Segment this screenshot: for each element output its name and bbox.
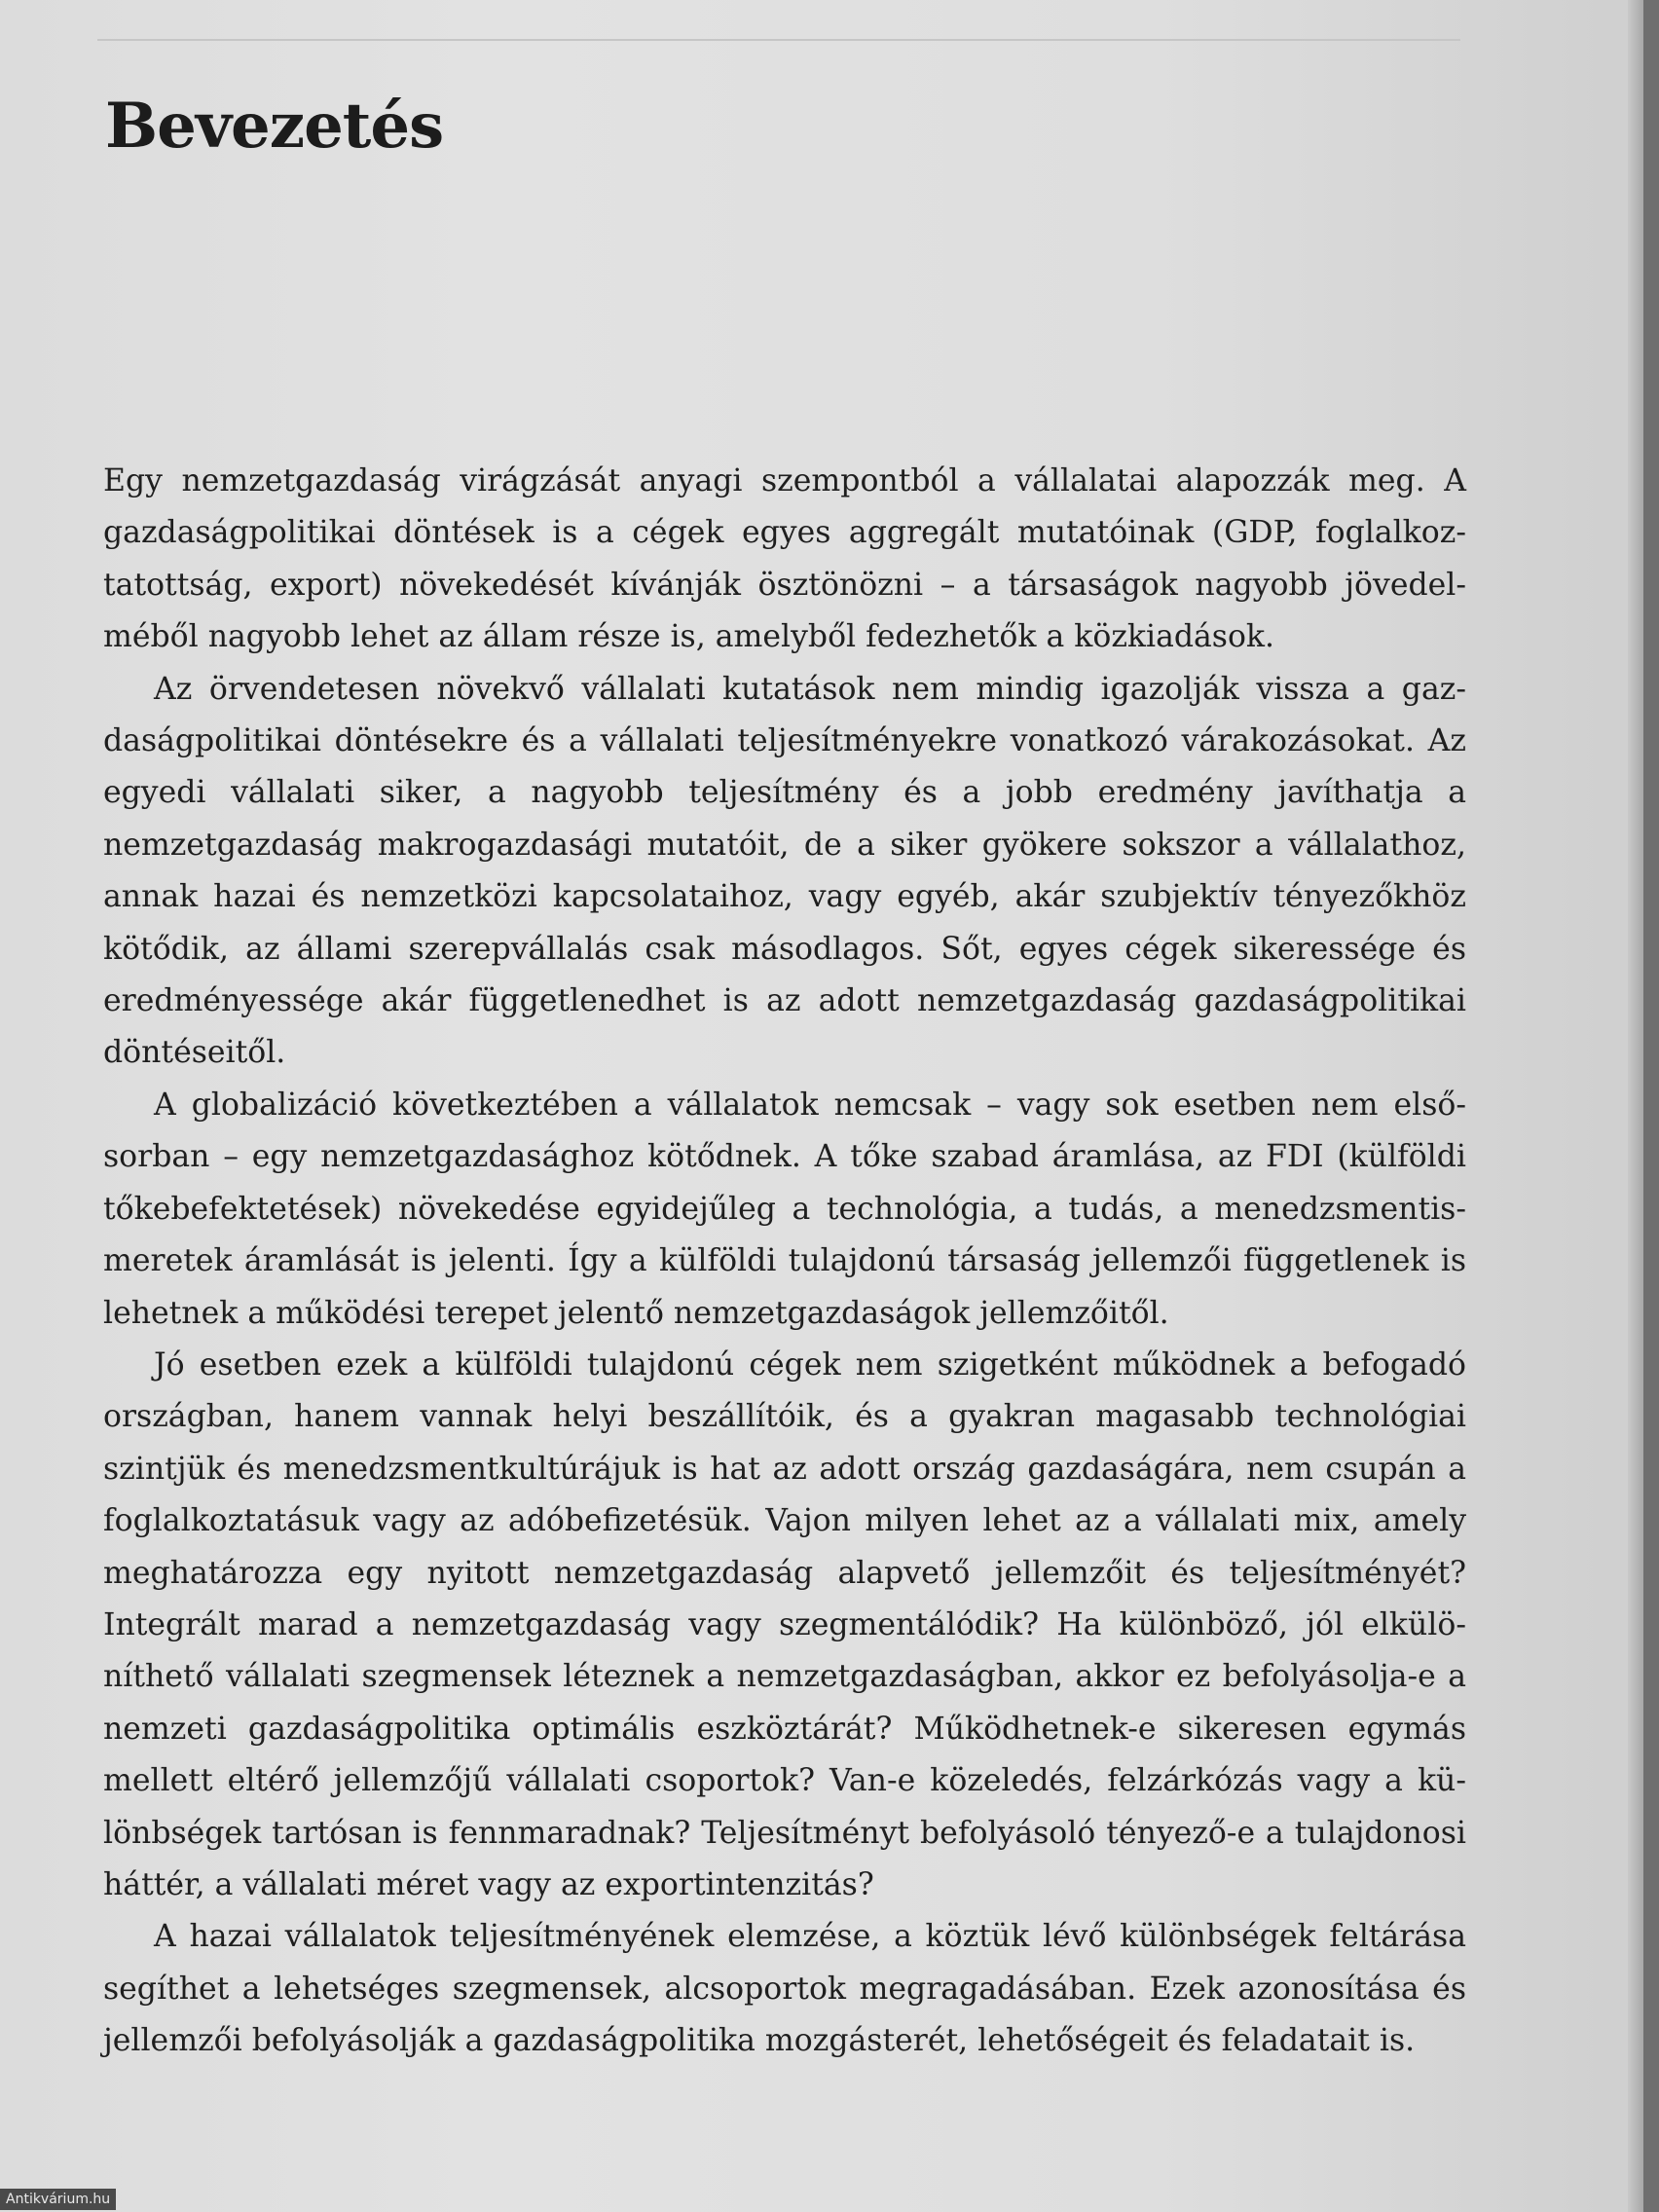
paragraph-2: Az örvendetesen növekvő vállalati kutatások nem mindig igazolják vissza a gazdaságpolitikai döntésekre és a vállalati teljesítményekre vonatkozó várakozásokat. Az egyedi vállalati siker, a nagyobb teljesítmény és a jobb eredmény javíthatja a nemzetgazdaság makrogazdasági mutatóit, de a siker gyökere sokszor a vállalathoz, annak hazai és nemzetközi kapcsolataihoz, vagy egyéb, akár szubjektív tényezőkhöz kötődik, az állami szerepvállalás csak másodlagos. Sőt, egyes cégek sikeressége és eredményessége akár függetlenedhet is az adott nemzetgazdaság gazdaságpolitikai döntéseitől. <box>103 671 1466 1071</box>
paragraph-4: Jó esetben ezek a külföldi tulajdonú cégek nem szigetként működnek a befogadó országban, hanem vannak helyi beszállítóik, és a gyakran magasabb technológiai szintjük és menedzsmentkultúrájuk is hat az adott ország gazdaságára, nem csupán a foglalkoztatásuk vagy az adóbefizetésük. Vajon milyen lehet az a vállalati mix, amely meghatározza egy nyitott nemzetgazdaság alapvető jellemzőit és teljesítményét? Integrált marad a nemzetgazdaság vagy szegmentálódik? Ha különböző, jól elkülöníthető vállalati szegmensek léteznek a nemzetgazdaságban, akkor ez befolyásolja-e a nemzeti gazdaságpolitika optimális eszköztárát? Működhetnek-e sikeresen egymás mellett eltérő jellemzőjű vállalati csoportok? Van-e közeledés, felzárkózás vagy a különbségek tartósan is fennmaradnak? Teljesítményt befolyásoló tényező-e a tulajdonosi háttér, a vállalati méret vagy az exportintenzitás? <box>103 1346 1466 1902</box>
watermark-label: Antikvárium.hu <box>0 2189 116 2210</box>
paragraph-3: A globalizáció következtében a vállalatok nemcsak – vagy sok esetben nem elsősorban – egy nemzetgazdasághoz kötődnek. A tőke szabad áramlása, az FDI (külföldi tőkebefektetések) növekedése egyidejűleg a technológia, a tudás, a menedzsmentismeretek áramlását is jelenti. Így a külföldi tulajdonú társaság jellemzői függetlenek is lehetnek a működési terepet jelentő nemzetgazdaságok jellemzőitől. <box>103 1087 1466 1331</box>
chapter-heading: Bevezetés <box>105 90 444 163</box>
header-rule <box>97 39 1460 41</box>
page-edge <box>1628 0 1643 2212</box>
body-text <box>103 456 1466 2068</box>
paragraph-5: A hazai vállalatok teljesítményének elemzése, a köztük lévő különbségek feltárása segíthet a lehetséges szegmensek, alcsoportok megragadásában. Ezek azonosítása és jellemzői befolyásolják a gazdaságpolitika mozgásterét, lehetőségeit és feladatait is. <box>103 1919 1466 2059</box>
paragraph-1: Egy nemzetgazdaság virágzását anyagi szempontból a vállalatai alapozzák meg. A gazdaságpolitikai döntések is a cégek egyes aggregált mutatóinak (GDP, foglalkoztatottság, export) növekedését kívánják ösztönözni – a társaságok nagyobb jövedelméből nagyobb lehet az állam része is, amelyből fedezhetők a közkiadások. <box>103 463 1466 655</box>
